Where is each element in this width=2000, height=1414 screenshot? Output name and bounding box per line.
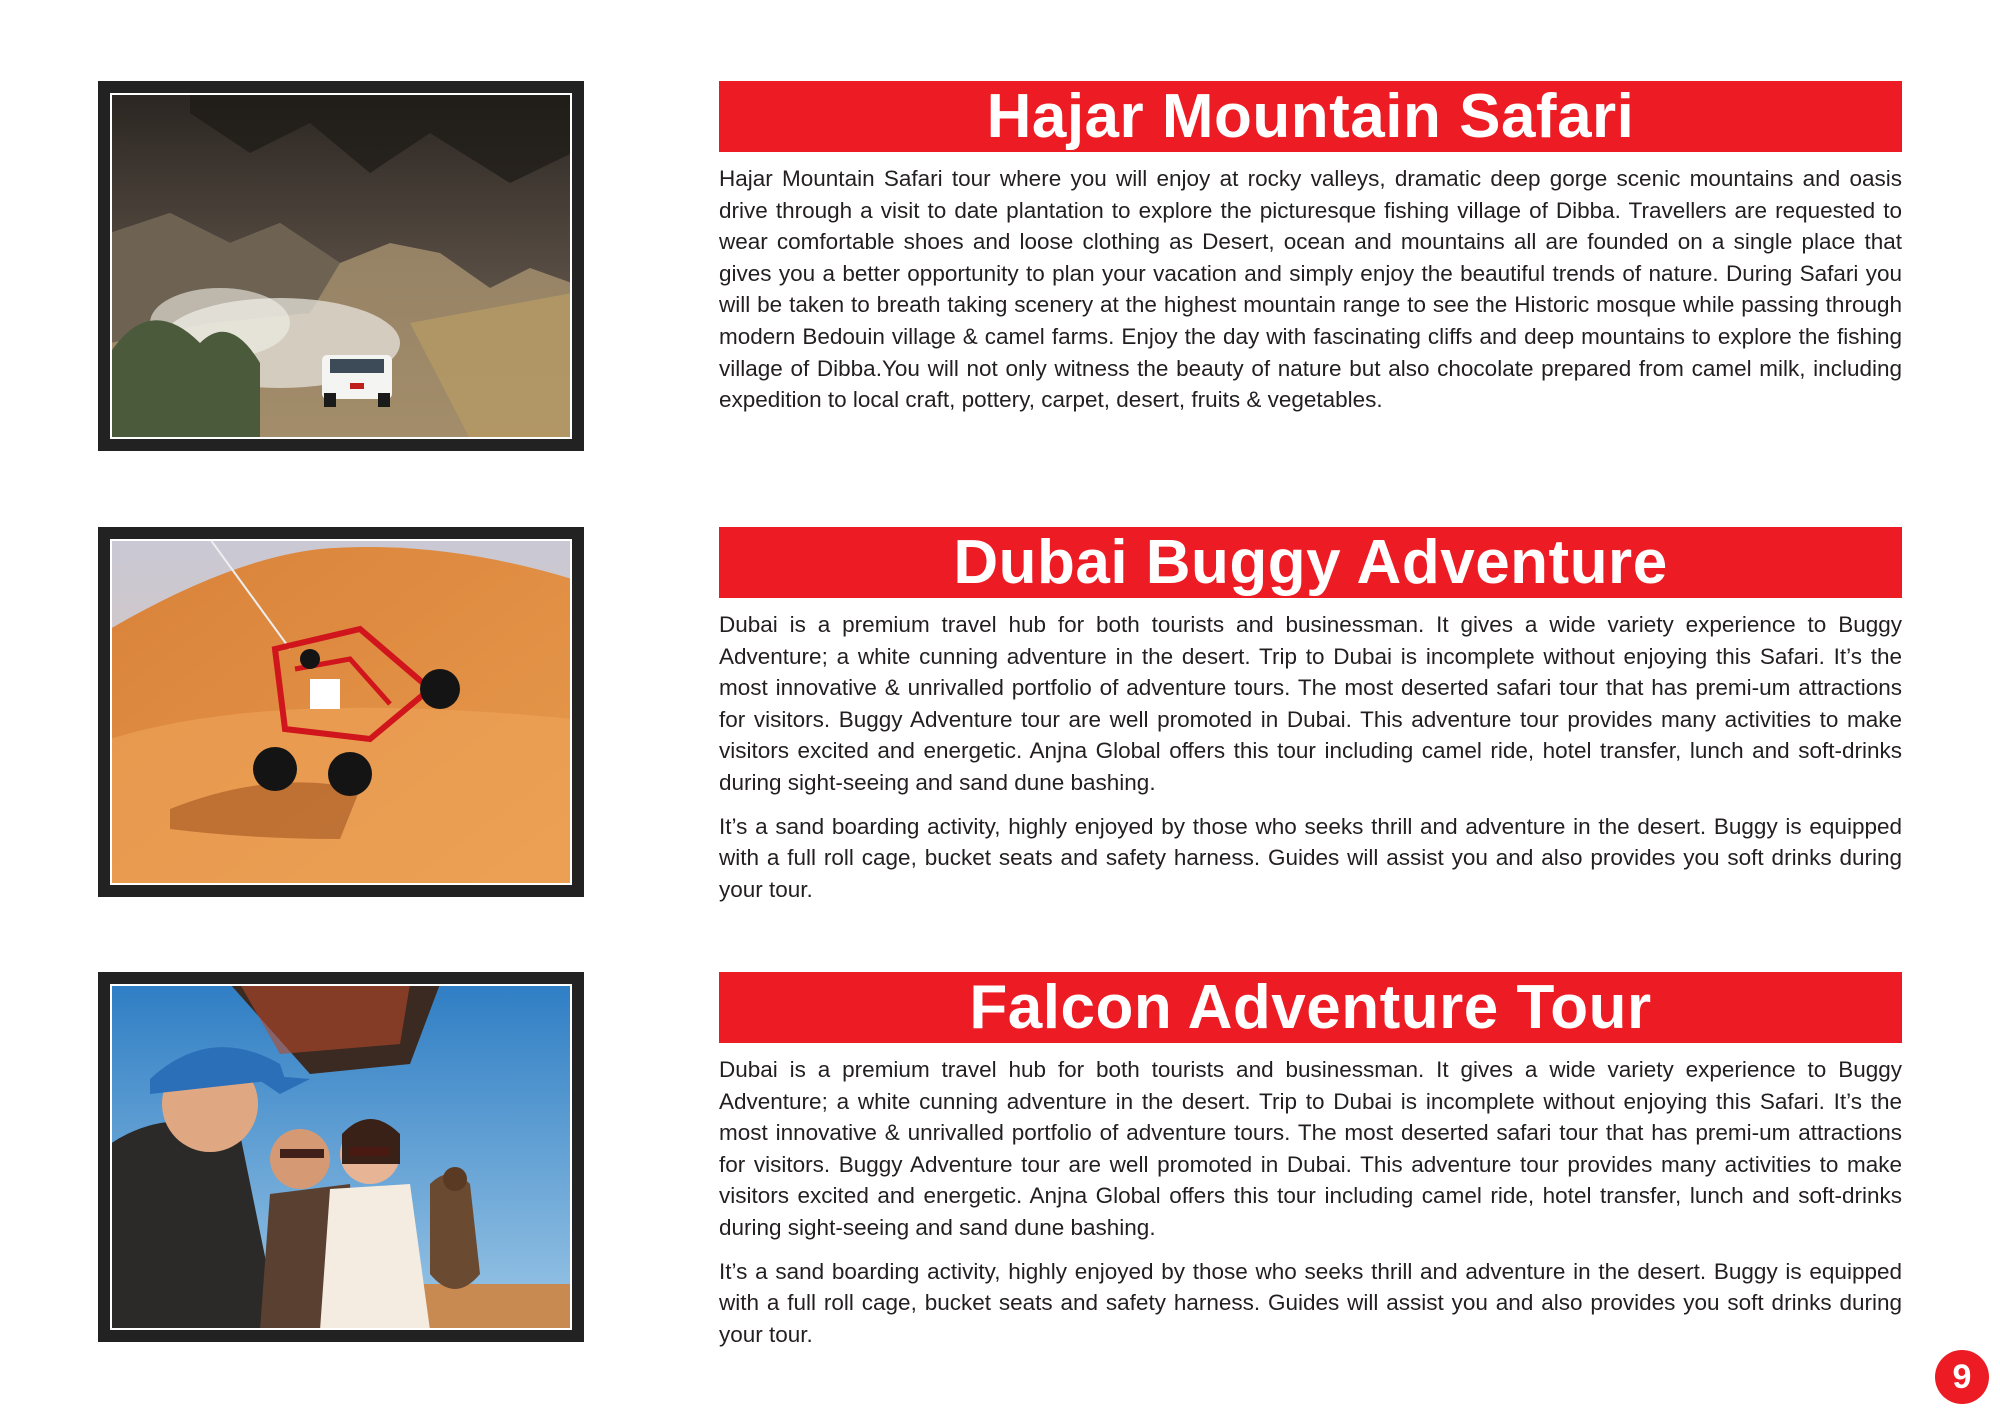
paragraph: It’s a sand boarding activity, highly enjoyed by those who seeks thrill and adventure in the desert. Buggy is equipped with a full roll cage, bucket seats and safety harness. Guides will assist you and also provides you soft drinks during your tour. bbox=[719, 1258, 1902, 1347]
page-number-badge: 9 bbox=[1935, 1350, 1989, 1404]
section-description bbox=[719, 609, 1902, 917]
dune-buggy-image bbox=[110, 539, 572, 885]
section-description bbox=[719, 163, 1902, 428]
paragraph: It’s a sand boarding activity, highly enjoyed by those who seeks thrill and adventure in the desert. Buggy is equipped with a full roll cage, bucket seats and safety harness. Guides will assist you and also provides you soft drinks during your tour. bbox=[719, 813, 1902, 902]
falcon-photo bbox=[98, 972, 584, 1342]
section-title: Dubai Buggy Adventure bbox=[719, 527, 1902, 598]
hajar-photo bbox=[98, 81, 584, 451]
paragraph: Hajar Mountain Safari tour where you will enjoy at rocky valleys, dramatic deep gorge scenic mountains and oasis drive through a visit to date plantation to explore the picturesque fishing village of Dibba. Travellers are requested to wear comfortable shoes and loose clothing as Desert, ocean and mountains all are founded on a single place that gives you a better opportunity to plan your vacation and simply enjoy the beautiful trends of nature. During Safari you will be taken to breath taking scenery at the highest mountain range to see the Historic mosque while passing through modern Bedouin village & camel farms. Enjoy the day with fascinating cliffs and deep mountains to explore the fishing village of Dibba.You will not only witness the beauty of nature but also chocolate prepared from camel milk, including expedition to local craft, pottery, carpet, desert, fruits & vegetables. bbox=[719, 166, 1902, 413]
section-description bbox=[719, 1054, 1902, 1362]
paragraph: Dubai is a premium travel hub for both tourists and businessman. It gives a wide variety experience to Buggy Adventure; a white cunning adventure in the desert. Trip to Dubai is incomplete without enjoying this Safari. It’s the most innovative & unrivalled portfolio of adventure tours. The most deserted safari tour that has premi-um attractions for visitors. Buggy Adventure tour are well promoted in Dubai. This adventure tour provides many activities to make visitors excited and energetic. Anjna Global offers this tour including camel ride, hotel transfer, lunch and soft-drinks during sight-seeing and sand dune bashing. bbox=[719, 1057, 1902, 1240]
section-title: Falcon Adventure Tour bbox=[719, 972, 1902, 1043]
mountain-suv-image bbox=[110, 93, 572, 439]
section-title: Hajar Mountain Safari bbox=[719, 81, 1902, 152]
paragraph: Dubai is a premium travel hub for both tourists and businessman. It gives a wide variety experience to Buggy Adventure; a white cunning adventure in the desert. Trip to Dubai is incomplete without enjoying this Safari. It’s the most innovative & unrivalled portfolio of adventure tours. The most deserted safari tour that has premi-um attractions for visitors. Buggy Adventure tour are well promoted in Dubai. This adventure tour provides many activities to make visitors excited and energetic. Anjna Global offers this tour including camel ride, hotel transfer, lunch and soft-drinks during sight-seeing and sand dune bashing. bbox=[719, 612, 1902, 795]
buggy-photo bbox=[98, 527, 584, 897]
falcon-tourists-image bbox=[110, 984, 572, 1330]
